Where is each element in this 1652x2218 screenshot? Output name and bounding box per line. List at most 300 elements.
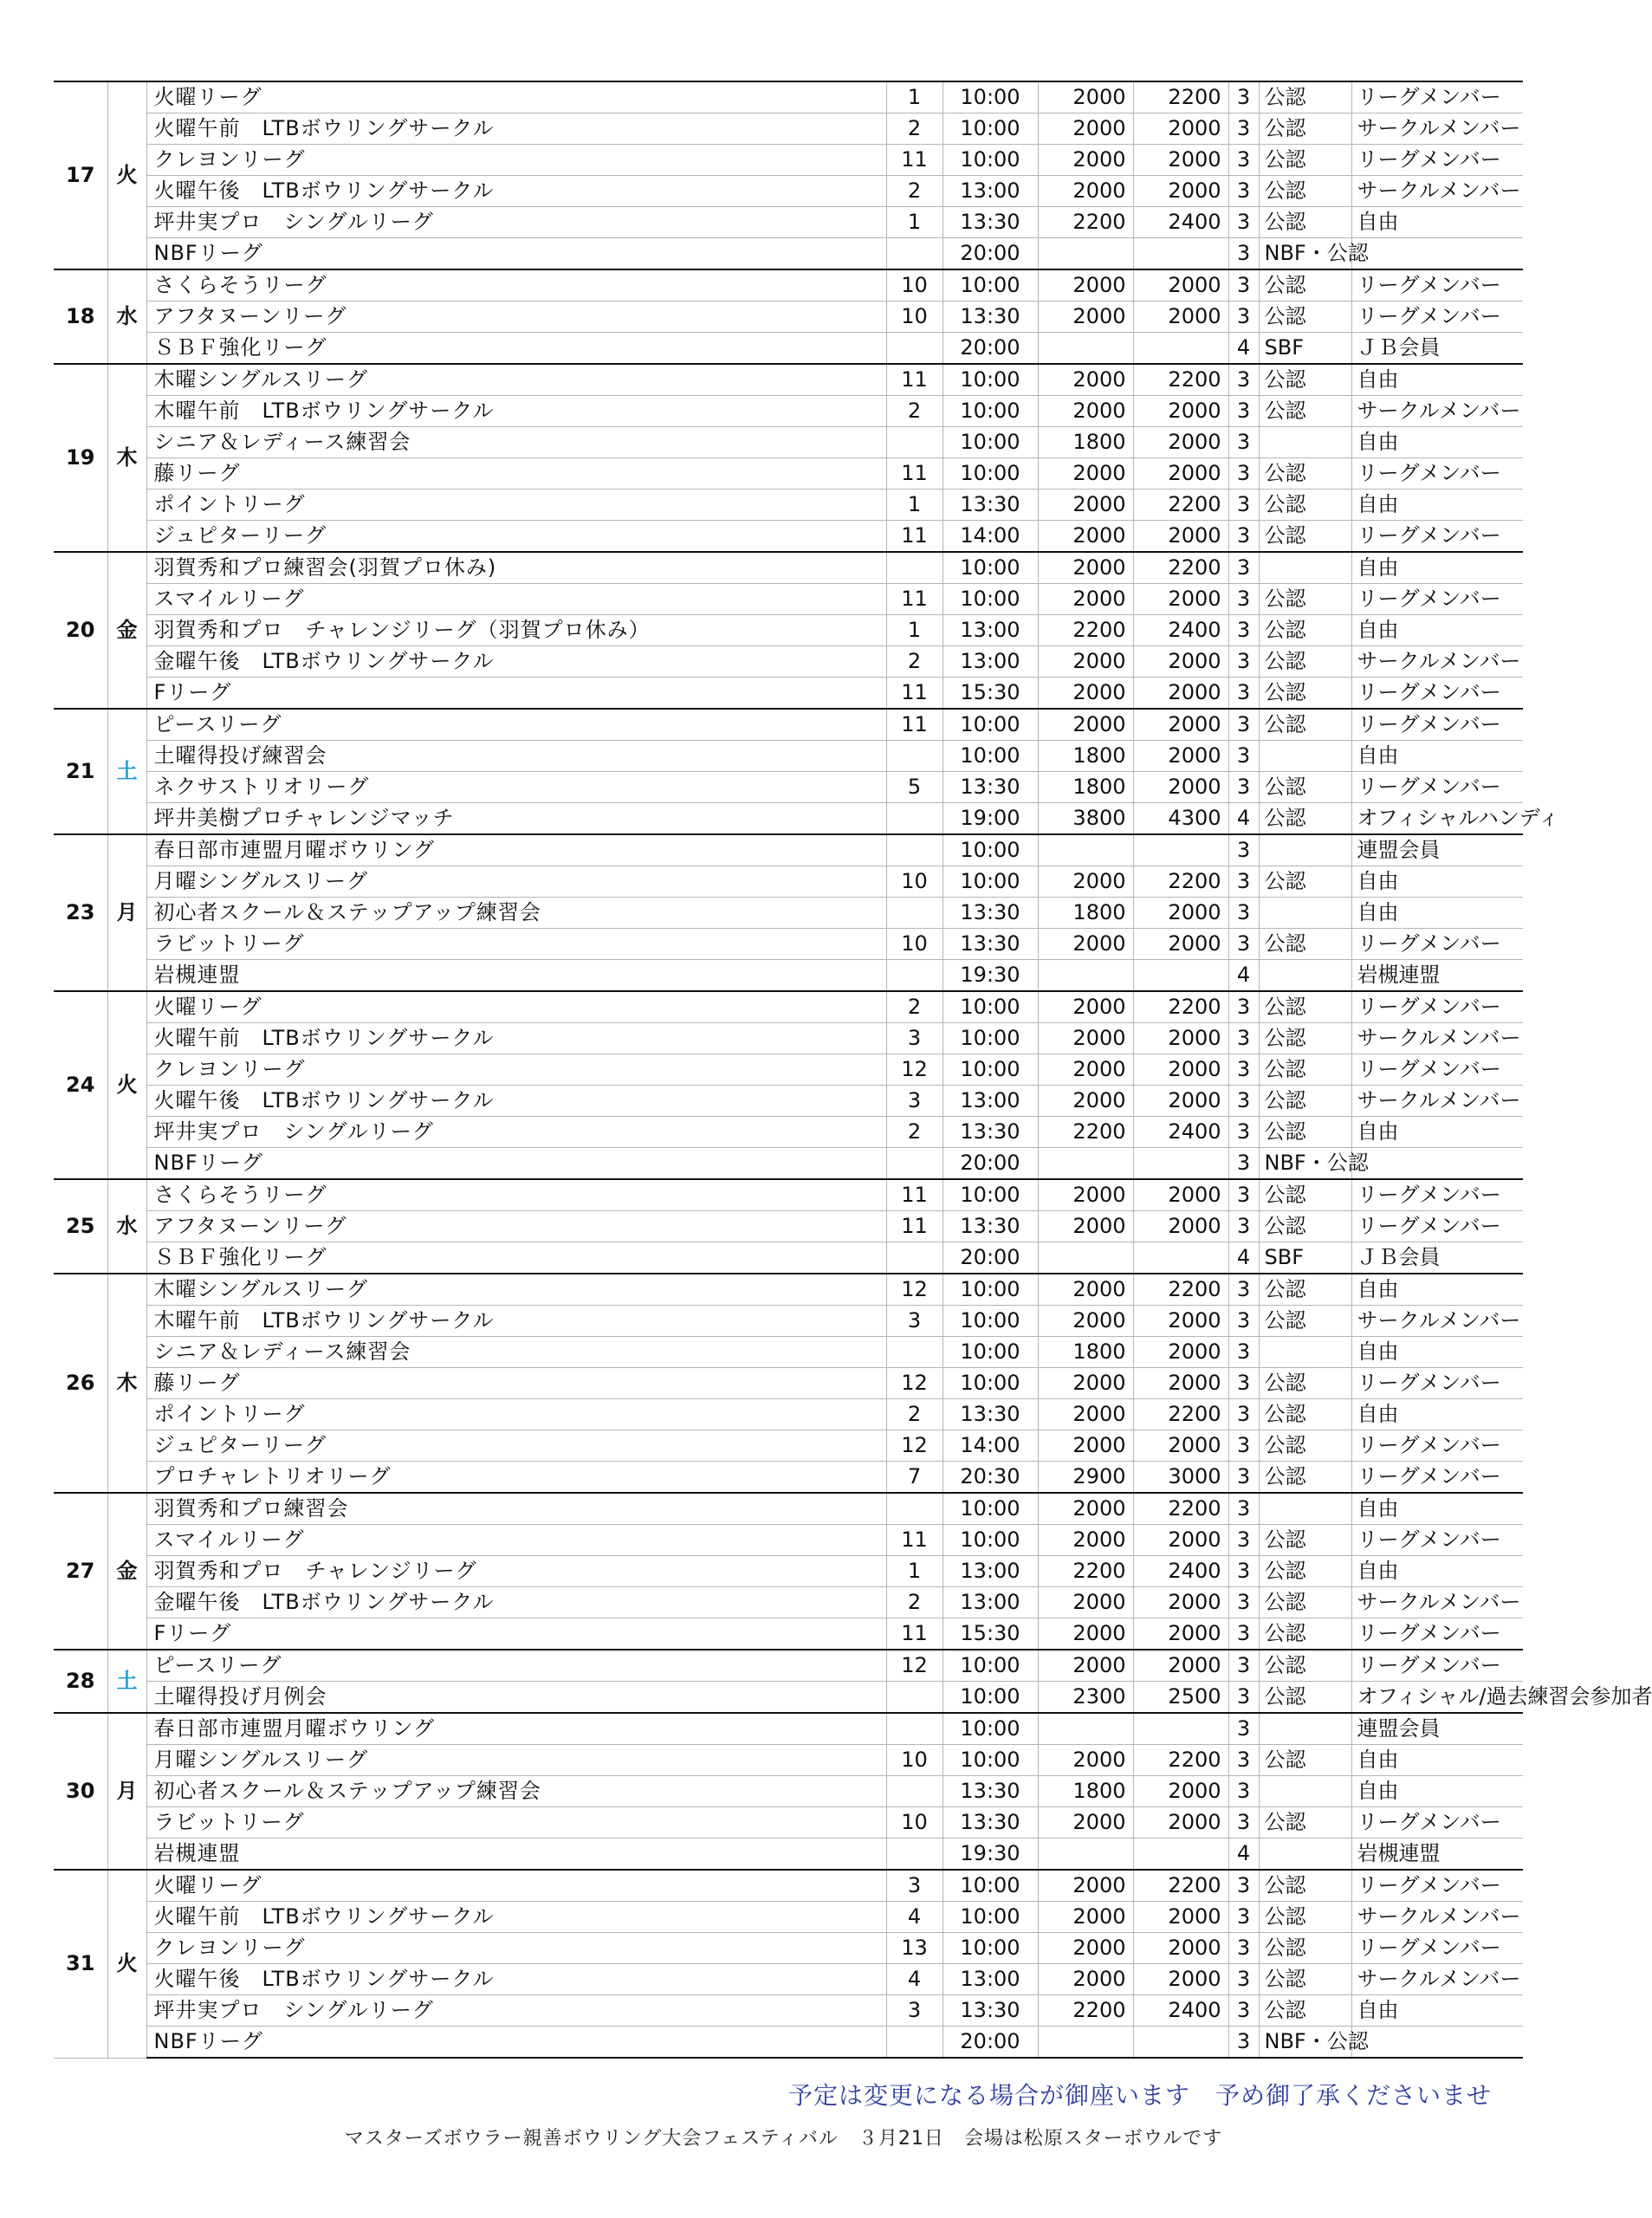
schedule-row xyxy=(54,1525,1523,1556)
certification: SBF xyxy=(1259,1242,1351,1274)
start-time: 10:00 xyxy=(943,1493,1038,1525)
fee-general: 2200 xyxy=(1133,866,1228,898)
fee-member: 2000 xyxy=(1038,145,1133,176)
game-count: 4 xyxy=(886,1902,943,1933)
fee-general: 2000 xyxy=(1133,269,1228,302)
fee-member: 2200 xyxy=(1038,615,1133,646)
fee-member: 2000 xyxy=(1038,678,1133,710)
fee-member: 2000 xyxy=(1038,521,1133,553)
game-count xyxy=(886,552,943,584)
start-time: 10:00 xyxy=(943,584,1038,615)
certification xyxy=(1259,1713,1351,1745)
event-name: ピースリーグ xyxy=(146,1650,886,1682)
start-time: 13:00 xyxy=(943,615,1038,646)
start-time: 13:30 xyxy=(943,1117,1038,1148)
fee-member: 2000 xyxy=(1038,1086,1133,1117)
game-count: 2 xyxy=(886,1399,943,1430)
start-time: 15:30 xyxy=(943,678,1038,710)
weekday-label: 火 xyxy=(107,1870,146,2058)
fee-member xyxy=(1038,1242,1133,1274)
game-count: 12 xyxy=(886,1368,943,1399)
game-count: 11 xyxy=(886,1211,943,1242)
event-name: 火曜午前 LTBボウリングサークル xyxy=(146,113,886,145)
day-number: 25 xyxy=(54,1179,107,1274)
fee-member: 2200 xyxy=(1038,1995,1133,2027)
schedule-row xyxy=(54,1839,1523,1871)
fee-member: 2000 xyxy=(1038,1870,1133,1902)
event-name: アフタヌーンリーグ xyxy=(146,1211,886,1242)
eligibility: 自由 xyxy=(1351,1274,1523,1306)
schedule-row xyxy=(54,396,1523,427)
eligibility: リーグメンバー xyxy=(1351,458,1523,490)
game-count: 5 xyxy=(886,772,943,803)
eligibility: 連盟会員 xyxy=(1351,1713,1523,1745)
lane-count: 4 xyxy=(1228,803,1259,835)
eligibility: サークルメンバー xyxy=(1351,646,1523,678)
start-time: 19:30 xyxy=(943,1839,1038,1871)
start-time: 13:00 xyxy=(943,646,1038,678)
certification xyxy=(1259,1337,1351,1368)
event-name: スマイルリーグ xyxy=(146,1525,886,1556)
certification: 公認 xyxy=(1259,207,1351,238)
weekday-label: 金 xyxy=(107,552,146,709)
lane-count: 3 xyxy=(1228,1054,1259,1086)
schedule-row xyxy=(54,1337,1523,1368)
lane-count: 3 xyxy=(1228,1399,1259,1430)
day-number: 24 xyxy=(54,991,107,1179)
event-name: 岩槻連盟 xyxy=(146,960,886,992)
start-time: 10:00 xyxy=(943,1368,1038,1399)
game-count xyxy=(886,427,943,458)
schedule-row xyxy=(54,1368,1523,1399)
eligibility: リーグメンバー xyxy=(1351,772,1523,803)
fee-member: 2200 xyxy=(1038,207,1133,238)
fee-general xyxy=(1133,834,1228,866)
schedule-row xyxy=(54,866,1523,898)
fee-general: 2000 xyxy=(1133,741,1228,772)
certification xyxy=(1259,1776,1351,1807)
game-count: 10 xyxy=(886,269,943,302)
eligibility xyxy=(1351,1148,1523,1180)
certification: 公認 xyxy=(1259,113,1351,145)
eligibility: 自由 xyxy=(1351,490,1523,521)
lane-count: 3 xyxy=(1228,1274,1259,1306)
start-time: 13:30 xyxy=(943,929,1038,960)
eligibility: リーグメンバー xyxy=(1351,1525,1523,1556)
fee-member: 2000 xyxy=(1038,1274,1133,1306)
certification: 公認 xyxy=(1259,1587,1351,1618)
certification xyxy=(1259,960,1351,992)
game-count: 10 xyxy=(886,1745,943,1776)
game-count: 3 xyxy=(886,1023,943,1054)
event-name: Fリーグ xyxy=(146,1618,886,1651)
game-count: 12 xyxy=(886,1274,943,1306)
fee-general: 2400 xyxy=(1133,1117,1228,1148)
certification: 公認 xyxy=(1259,866,1351,898)
day-number: 28 xyxy=(54,1650,107,1713)
certification: 公認 xyxy=(1259,1995,1351,2027)
game-count: 11 xyxy=(886,709,943,741)
game-count: 13 xyxy=(886,1933,943,1964)
eligibility: リーグメンバー xyxy=(1351,521,1523,553)
fee-member: 1800 xyxy=(1038,741,1133,772)
event-name: 藤リーグ xyxy=(146,458,886,490)
fee-general: 2000 xyxy=(1133,1054,1228,1086)
game-count: 10 xyxy=(886,1807,943,1839)
schedule-row xyxy=(54,1242,1523,1274)
start-time: 13:30 xyxy=(943,898,1038,929)
game-count: 11 xyxy=(886,1525,943,1556)
fee-member xyxy=(1038,960,1133,992)
lane-count: 3 xyxy=(1228,1117,1259,1148)
eligibility: リーグメンバー xyxy=(1351,1054,1523,1086)
lane-count: 4 xyxy=(1228,1839,1259,1871)
event-name: ポイントリーグ xyxy=(146,1399,886,1430)
fee-member: 2000 xyxy=(1038,458,1133,490)
lane-count: 3 xyxy=(1228,1902,1259,1933)
certification: 公認 xyxy=(1259,1556,1351,1587)
eligibility xyxy=(1351,2027,1523,2059)
event-name: スマイルリーグ xyxy=(146,584,886,615)
certification: 公認 xyxy=(1259,1086,1351,1117)
fee-general: 2000 xyxy=(1133,1902,1228,1933)
eligibility: リーグメンバー xyxy=(1351,1430,1523,1462)
schedule-row xyxy=(54,521,1523,553)
game-count xyxy=(886,1713,943,1745)
lane-count: 3 xyxy=(1228,364,1259,396)
eligibility: サークルメンバー xyxy=(1351,1306,1523,1337)
fee-general: 2000 xyxy=(1133,1306,1228,1337)
fee-member: 2000 xyxy=(1038,1368,1133,1399)
event-name: ラビットリーグ xyxy=(146,929,886,960)
start-time: 19:00 xyxy=(943,803,1038,835)
game-count: 11 xyxy=(886,521,943,553)
event-name: ＳＢＦ強化リーグ xyxy=(146,333,886,365)
fee-general xyxy=(1133,1148,1228,1180)
certification: 公認 xyxy=(1259,176,1351,207)
fee-member xyxy=(1038,333,1133,365)
lane-count: 3 xyxy=(1228,1306,1259,1337)
start-time: 13:30 xyxy=(943,1399,1038,1430)
lane-count: 3 xyxy=(1228,1650,1259,1682)
eligibility: 自由 xyxy=(1351,364,1523,396)
fee-general: 2200 xyxy=(1133,364,1228,396)
start-time: 10:00 xyxy=(943,1650,1038,1682)
lane-count: 4 xyxy=(1228,1242,1259,1274)
lane-count: 3 xyxy=(1228,81,1259,113)
fee-member: 2000 xyxy=(1038,866,1133,898)
weekday-label: 月 xyxy=(107,834,146,991)
lane-count: 3 xyxy=(1228,991,1259,1023)
start-time: 10:00 xyxy=(943,1054,1038,1086)
eligibility: 岩槻連盟 xyxy=(1351,960,1523,992)
fee-general: 2000 xyxy=(1133,521,1228,553)
certification: 公認 xyxy=(1259,81,1351,113)
day-number: 17 xyxy=(54,81,107,269)
game-count xyxy=(886,1682,943,1714)
game-count xyxy=(886,1148,943,1180)
fee-general: 2200 xyxy=(1133,991,1228,1023)
certification xyxy=(1259,834,1351,866)
eligibility: リーグメンバー xyxy=(1351,709,1523,741)
weekday-label: 火 xyxy=(107,991,146,1179)
schedule-row xyxy=(54,1430,1523,1462)
schedule-row xyxy=(54,1086,1523,1117)
event-name: 火曜午前 LTBボウリングサークル xyxy=(146,1902,886,1933)
fee-member: 2000 xyxy=(1038,1211,1133,1242)
lane-count: 3 xyxy=(1228,238,1259,270)
game-count: 2 xyxy=(886,1117,943,1148)
lane-count: 3 xyxy=(1228,1870,1259,1902)
eligibility: 自由 xyxy=(1351,1745,1523,1776)
fee-general: 2000 xyxy=(1133,709,1228,741)
lane-count: 3 xyxy=(1228,1682,1259,1714)
lane-count: 3 xyxy=(1228,1713,1259,1745)
game-count xyxy=(886,960,943,992)
fee-general: 2000 xyxy=(1133,1807,1228,1839)
start-time: 10:00 xyxy=(943,1870,1038,1902)
certification xyxy=(1259,741,1351,772)
fee-member xyxy=(1038,834,1133,866)
eligibility: リーグメンバー xyxy=(1351,1933,1523,1964)
fee-general: 2000 xyxy=(1133,584,1228,615)
game-count xyxy=(886,2027,943,2059)
schedule-row xyxy=(54,615,1523,646)
fee-member: 2000 xyxy=(1038,364,1133,396)
game-count: 1 xyxy=(886,81,943,113)
eligibility: リーグメンバー xyxy=(1351,1462,1523,1494)
event-name: NBFリーグ xyxy=(146,2027,886,2059)
start-time: 10:00 xyxy=(943,458,1038,490)
event-name: Fリーグ xyxy=(146,678,886,710)
event-name: NBFリーグ xyxy=(146,1148,886,1180)
eligibility: サークルメンバー xyxy=(1351,1587,1523,1618)
game-count: 11 xyxy=(886,364,943,396)
fee-member: 2000 xyxy=(1038,1306,1133,1337)
game-count xyxy=(886,834,943,866)
lane-count: 3 xyxy=(1228,1337,1259,1368)
start-time: 10:00 xyxy=(943,1337,1038,1368)
eligibility: 岩槻連盟 xyxy=(1351,1839,1523,1871)
schedule-row xyxy=(54,1902,1523,1933)
event-name: ラビットリーグ xyxy=(146,1807,886,1839)
certification: 公認 xyxy=(1259,991,1351,1023)
event-name: ＳＢＦ強化リーグ xyxy=(146,1242,886,1274)
event-name: 春日部市連盟月曜ボウリング xyxy=(146,1713,886,1745)
certification: 公認 xyxy=(1259,396,1351,427)
certification: 公認 xyxy=(1259,1368,1351,1399)
lane-count: 3 xyxy=(1228,1493,1259,1525)
start-time: 13:30 xyxy=(943,772,1038,803)
schedule-row xyxy=(54,1870,1523,1902)
fee-general: 2000 xyxy=(1133,145,1228,176)
day-number: 19 xyxy=(54,364,107,552)
certification: 公認 xyxy=(1259,1023,1351,1054)
fee-general: 2400 xyxy=(1133,615,1228,646)
fee-member: 2000 xyxy=(1038,1745,1133,1776)
event-name: NBFリーグ xyxy=(146,238,886,270)
eligibility: リーグメンバー xyxy=(1351,145,1523,176)
lane-count: 3 xyxy=(1228,552,1259,584)
start-time: 10:00 xyxy=(943,1713,1038,1745)
schedule-row xyxy=(54,81,1523,113)
lane-count: 3 xyxy=(1228,834,1259,866)
schedule-table xyxy=(54,81,1652,2059)
schedule-row xyxy=(54,427,1523,458)
fee-general xyxy=(1133,960,1228,992)
game-count: 2 xyxy=(886,1587,943,1618)
day-number: 26 xyxy=(54,1274,107,1493)
eligibility: リーグメンバー xyxy=(1351,81,1523,113)
start-time: 20:00 xyxy=(943,1148,1038,1180)
fee-member: 2000 xyxy=(1038,1650,1133,1682)
game-count xyxy=(886,1776,943,1807)
start-time: 10:00 xyxy=(943,364,1038,396)
certification: 公認 xyxy=(1259,1274,1351,1306)
game-count xyxy=(886,238,943,270)
lane-count: 3 xyxy=(1228,709,1259,741)
event-name: 初心者スクール＆ステップアップ練習会 xyxy=(146,898,886,929)
fee-general: 2000 xyxy=(1133,1086,1228,1117)
start-time: 10:00 xyxy=(943,1274,1038,1306)
certification: 公認 xyxy=(1259,646,1351,678)
schedule-row xyxy=(54,678,1523,710)
fee-member xyxy=(1038,238,1133,270)
lane-count: 3 xyxy=(1228,145,1259,176)
eligibility: 自由 xyxy=(1351,1995,1523,2027)
certification: 公認 xyxy=(1259,584,1351,615)
schedule-body xyxy=(54,81,1652,2058)
certification: 公認 xyxy=(1259,1870,1351,1902)
fee-general: 2200 xyxy=(1133,1493,1228,1525)
fee-general: 2400 xyxy=(1133,1556,1228,1587)
schedule-row xyxy=(54,1776,1523,1807)
fee-member: 2000 xyxy=(1038,1054,1133,1086)
start-time: 14:00 xyxy=(943,1430,1038,1462)
schedule-row xyxy=(54,898,1523,929)
schedule-row xyxy=(54,991,1523,1023)
eligibility: 連盟会員 xyxy=(1351,834,1523,866)
certification: 公認 xyxy=(1259,1933,1351,1964)
eligibility: リーグメンバー xyxy=(1351,302,1523,333)
certification: 公認 xyxy=(1259,1117,1351,1148)
schedule-row xyxy=(54,458,1523,490)
lane-count: 3 xyxy=(1228,427,1259,458)
fee-member: 2000 xyxy=(1038,584,1133,615)
event-name: 坪井美樹プロチャレンジマッチ xyxy=(146,803,886,835)
certification: 公認 xyxy=(1259,1462,1351,1494)
start-time: 20:00 xyxy=(943,238,1038,270)
fee-general: 2000 xyxy=(1133,302,1228,333)
start-time: 10:00 xyxy=(943,709,1038,741)
fee-general: 2200 xyxy=(1133,552,1228,584)
lane-count: 3 xyxy=(1228,1995,1259,2027)
fee-member xyxy=(1038,1839,1133,1871)
game-count xyxy=(886,1493,943,1525)
fee-general: 2000 xyxy=(1133,1650,1228,1682)
day-number: 31 xyxy=(54,1870,107,2058)
fee-general: 2200 xyxy=(1133,1745,1228,1776)
fee-member: 2000 xyxy=(1038,1399,1133,1430)
event-name: 火曜リーグ xyxy=(146,991,886,1023)
event-name: 羽賀秀和プロ チャレンジリーグ（羽賀プロ休み） xyxy=(146,615,886,646)
lane-count: 3 xyxy=(1228,269,1259,302)
game-count: 10 xyxy=(886,929,943,960)
schedule-row xyxy=(54,145,1523,176)
lane-count: 3 xyxy=(1228,2027,1259,2059)
certification: 公認 xyxy=(1259,615,1351,646)
certification: 公認 xyxy=(1259,1682,1351,1714)
lane-count: 3 xyxy=(1228,1525,1259,1556)
eligibility: リーグメンバー xyxy=(1351,991,1523,1023)
fee-general: 2200 xyxy=(1133,1274,1228,1306)
certification: 公認 xyxy=(1259,1650,1351,1682)
lane-count: 3 xyxy=(1228,866,1259,898)
start-time: 13:30 xyxy=(943,490,1038,521)
eligibility: ＪＢ会員 xyxy=(1351,1242,1523,1274)
start-time: 10:00 xyxy=(943,81,1038,113)
lane-count: 3 xyxy=(1228,521,1259,553)
certification: 公認 xyxy=(1259,521,1351,553)
schedule-row xyxy=(54,552,1523,584)
schedule-row xyxy=(54,584,1523,615)
schedule-row xyxy=(54,1399,1523,1430)
event-name: 火曜リーグ xyxy=(146,1870,886,1902)
fee-general: 2400 xyxy=(1133,1995,1228,2027)
lane-count: 3 xyxy=(1228,1556,1259,1587)
certification: 公認 xyxy=(1259,1306,1351,1337)
lane-count: 3 xyxy=(1228,176,1259,207)
schedule-row xyxy=(54,1306,1523,1337)
certification: NBF・公認 xyxy=(1259,2027,1351,2059)
event-name: ポイントリーグ xyxy=(146,490,886,521)
fee-general: 3000 xyxy=(1133,1462,1228,1494)
day-number: 20 xyxy=(54,552,107,709)
lane-count: 3 xyxy=(1228,929,1259,960)
lane-count: 3 xyxy=(1228,1211,1259,1242)
lane-count: 3 xyxy=(1228,1023,1259,1054)
fee-member: 3800 xyxy=(1038,803,1133,835)
game-count xyxy=(886,1242,943,1274)
fee-general xyxy=(1133,1242,1228,1274)
lane-count: 3 xyxy=(1228,1587,1259,1618)
start-time: 10:00 xyxy=(943,866,1038,898)
certification: 公認 xyxy=(1259,1525,1351,1556)
fee-general: 2200 xyxy=(1133,1399,1228,1430)
event-name: 羽賀秀和プロ チャレンジリーグ xyxy=(146,1556,886,1587)
fee-general: 2000 xyxy=(1133,898,1228,929)
fee-member xyxy=(1038,2027,1133,2059)
schedule-row xyxy=(54,1148,1523,1180)
certification: 公認 xyxy=(1259,490,1351,521)
schedule-row xyxy=(54,646,1523,678)
certification: 公認 xyxy=(1259,1211,1351,1242)
day-number: 21 xyxy=(54,709,107,834)
game-count xyxy=(886,898,943,929)
game-count: 2 xyxy=(886,396,943,427)
game-count: 11 xyxy=(886,145,943,176)
fee-member xyxy=(1038,1148,1133,1180)
lane-count: 3 xyxy=(1228,396,1259,427)
start-time: 13:30 xyxy=(943,1995,1038,2027)
fee-member: 2000 xyxy=(1038,1902,1133,1933)
start-time: 13:30 xyxy=(943,302,1038,333)
schedule-row xyxy=(54,333,1523,365)
eligibility: 自由 xyxy=(1351,866,1523,898)
event-name: 月曜シングルスリーグ xyxy=(146,1745,886,1776)
lane-count: 3 xyxy=(1228,113,1259,145)
schedule-row xyxy=(54,1650,1523,1682)
